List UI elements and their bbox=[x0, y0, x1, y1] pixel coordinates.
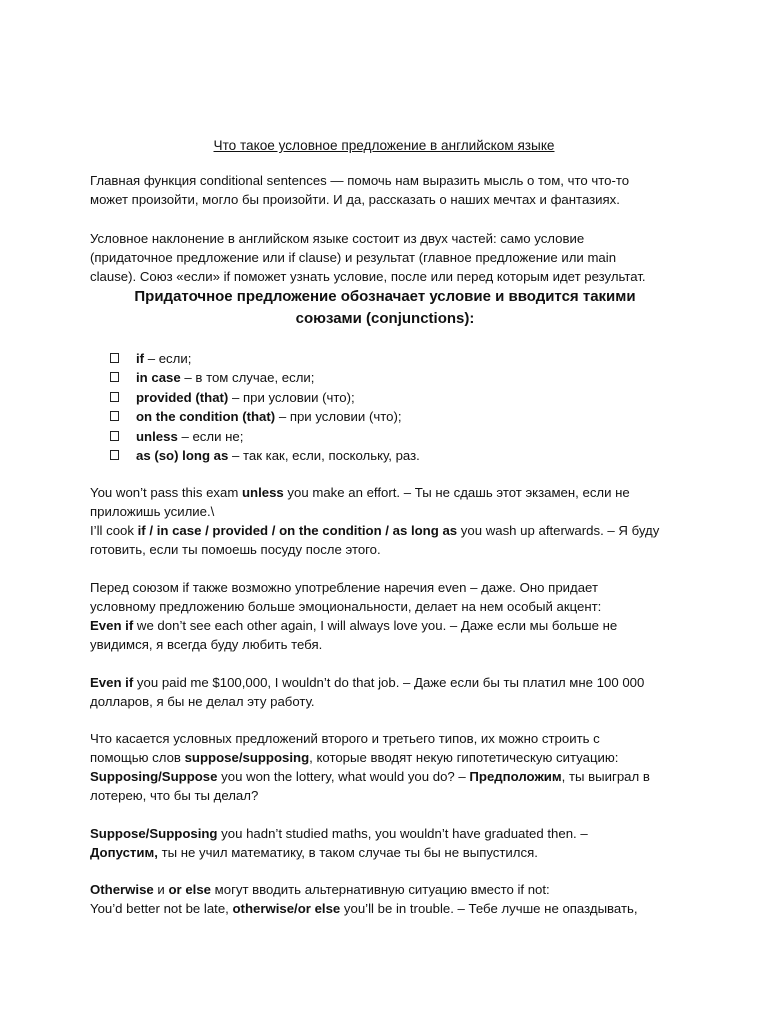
page-title: Что такое условное предложение в английском языке bbox=[213, 138, 555, 153]
text-run: you hadn’t studied maths, you wouldn’t have graduated then. – bbox=[217, 826, 588, 841]
text-line bbox=[90, 843, 690, 862]
list-item bbox=[110, 407, 420, 426]
otherwise-paragraph bbox=[90, 880, 690, 918]
bold-run: Suppose/Supposing bbox=[90, 826, 218, 841]
text-line: лотерею, что бы ты делал? bbox=[90, 788, 259, 803]
text-line bbox=[90, 673, 690, 692]
text-line bbox=[90, 824, 690, 843]
text-line: Перед союзом if также возможно употребление наречия even – даже. Оно придает bbox=[90, 580, 598, 595]
text-run: ты не учил математику, в таком случае ты бы не выпустился. bbox=[157, 845, 538, 860]
text-line bbox=[90, 483, 690, 502]
conjunction-gloss: – так как, если, поскольку, раз. bbox=[228, 447, 420, 463]
subheading-line: Придаточное предложение обозначает условие и вводится такими bbox=[134, 288, 636, 305]
intro-paragraph bbox=[90, 171, 690, 209]
text-run: помощью слов bbox=[90, 750, 185, 765]
checkbox-bullet-icon bbox=[110, 353, 119, 363]
bold-run: Otherwise bbox=[90, 882, 154, 897]
text-run: могут вводить альтернативную ситуацию вместо if not: bbox=[211, 882, 550, 897]
checkbox-bullet-icon bbox=[110, 431, 119, 441]
text-run: you wash up afterwards. – Я буду bbox=[457, 523, 660, 538]
list-item bbox=[110, 368, 420, 387]
text-run: you make an effort. – Ты не сдашь этот экзамен, если не bbox=[283, 485, 630, 500]
conjunction-gloss: – при условии (что); bbox=[275, 409, 402, 425]
list-item bbox=[110, 427, 420, 446]
text-run: You’d better not be late, bbox=[90, 901, 233, 916]
bold-run: Even if bbox=[90, 675, 134, 690]
conjunction-gloss: – при условии (что); bbox=[228, 389, 355, 405]
bold-run: Допустим, bbox=[90, 845, 158, 860]
checkbox-bullet-icon bbox=[110, 372, 119, 382]
bold-run: if / in case / provided / on the condition / as long as bbox=[137, 523, 458, 538]
text-line bbox=[90, 767, 690, 786]
text-line: приложишь усилие.\ bbox=[90, 504, 215, 519]
even-example-paragraph bbox=[90, 673, 690, 711]
bold-run: Предположим bbox=[469, 769, 562, 784]
conjunction-list bbox=[110, 349, 420, 465]
conjunction-term: if bbox=[136, 351, 145, 366]
text-run: we don’t see each other again, I will always love you. – Даже если мы больше не bbox=[133, 618, 618, 633]
list-item bbox=[110, 446, 420, 465]
text-line bbox=[90, 521, 690, 540]
text-line: Что касается условных предложений второго и третьего типов, их можно строить с bbox=[90, 731, 600, 746]
bold-run: Supposing/Suppose bbox=[90, 769, 218, 784]
text-line: долларов, я бы не делал эту работу. bbox=[90, 694, 315, 709]
text-line: условному предложению больше эмоциональности, делает на нем особый акцент: bbox=[90, 599, 602, 614]
text-line: (придаточное предложение или if clause) и результат (главное предложение или main bbox=[90, 250, 617, 265]
text-run: you paid me $100,000, I wouldn’t do that job. – Даже если бы ты платил мне 100 000 bbox=[133, 675, 645, 690]
text-line: clause). Союз «если» if поможет узнать условие, после или перед которым идет результат. bbox=[90, 269, 646, 284]
bold-run: Even if bbox=[90, 618, 134, 633]
text-line: Условное наклонение в английском языке состоит из двух частей: само условие bbox=[90, 231, 585, 246]
text-run: You won’t pass this exam bbox=[90, 485, 242, 500]
text-line: Главная функция conditional sentences — помочь нам выразить мысль о том, что что-то bbox=[90, 173, 630, 188]
subheading-line: союзами (conjunctions): bbox=[295, 310, 475, 327]
text-run: , которые вводят некую гипотетическую ситуацию: bbox=[309, 750, 619, 765]
bold-run: unless bbox=[241, 485, 284, 500]
conjunction-term: in case bbox=[136, 370, 181, 386]
text-line: увидимся, я всегда буду любить тебя. bbox=[90, 637, 323, 652]
checkbox-bullet-icon bbox=[110, 450, 119, 460]
text-run: и bbox=[153, 882, 169, 897]
even-paragraph bbox=[90, 578, 690, 654]
text-line bbox=[90, 899, 690, 918]
text-run: I’ll cook bbox=[90, 523, 138, 538]
list-item bbox=[110, 349, 420, 368]
conjunction-gloss: – если; bbox=[144, 351, 192, 366]
conjunction-term: unless bbox=[136, 428, 178, 444]
suppose-paragraph bbox=[90, 729, 690, 805]
conjunction-term: on the condition (that) bbox=[136, 409, 276, 425]
bold-run: or else bbox=[168, 882, 211, 897]
conjunction-term: as (so) long as bbox=[136, 447, 229, 463]
text-line: готовить, если ты помоешь посуду после этого. bbox=[90, 542, 381, 557]
conjunction-term: provided (that) bbox=[136, 389, 229, 405]
text-line bbox=[90, 616, 690, 635]
checkbox-bullet-icon bbox=[110, 411, 119, 421]
list-item bbox=[110, 388, 420, 407]
text-run: you’ll be in trouble. – Тебе лучше не опаздывать, bbox=[340, 901, 638, 916]
section-subheading bbox=[90, 286, 680, 330]
conjunction-gloss: – если не; bbox=[177, 428, 244, 444]
text-run: you won the lottery, what would you do? – bbox=[217, 769, 470, 784]
examples-paragraph bbox=[90, 483, 690, 559]
text-run: , ты выиграл в bbox=[561, 769, 650, 784]
bold-run: otherwise/or else bbox=[232, 901, 341, 916]
text-line bbox=[90, 880, 690, 899]
structure-paragraph bbox=[90, 229, 690, 286]
checkbox-bullet-icon bbox=[110, 392, 119, 402]
text-line bbox=[90, 748, 690, 767]
suppose-example-paragraph bbox=[90, 824, 690, 862]
conjunction-gloss: – в том случае, если; bbox=[180, 370, 315, 386]
text-line: может произойти, могло бы произойти. И да, рассказать о наших мечтах и фантазиях. bbox=[90, 192, 620, 207]
bold-run: suppose/supposing bbox=[184, 750, 310, 765]
